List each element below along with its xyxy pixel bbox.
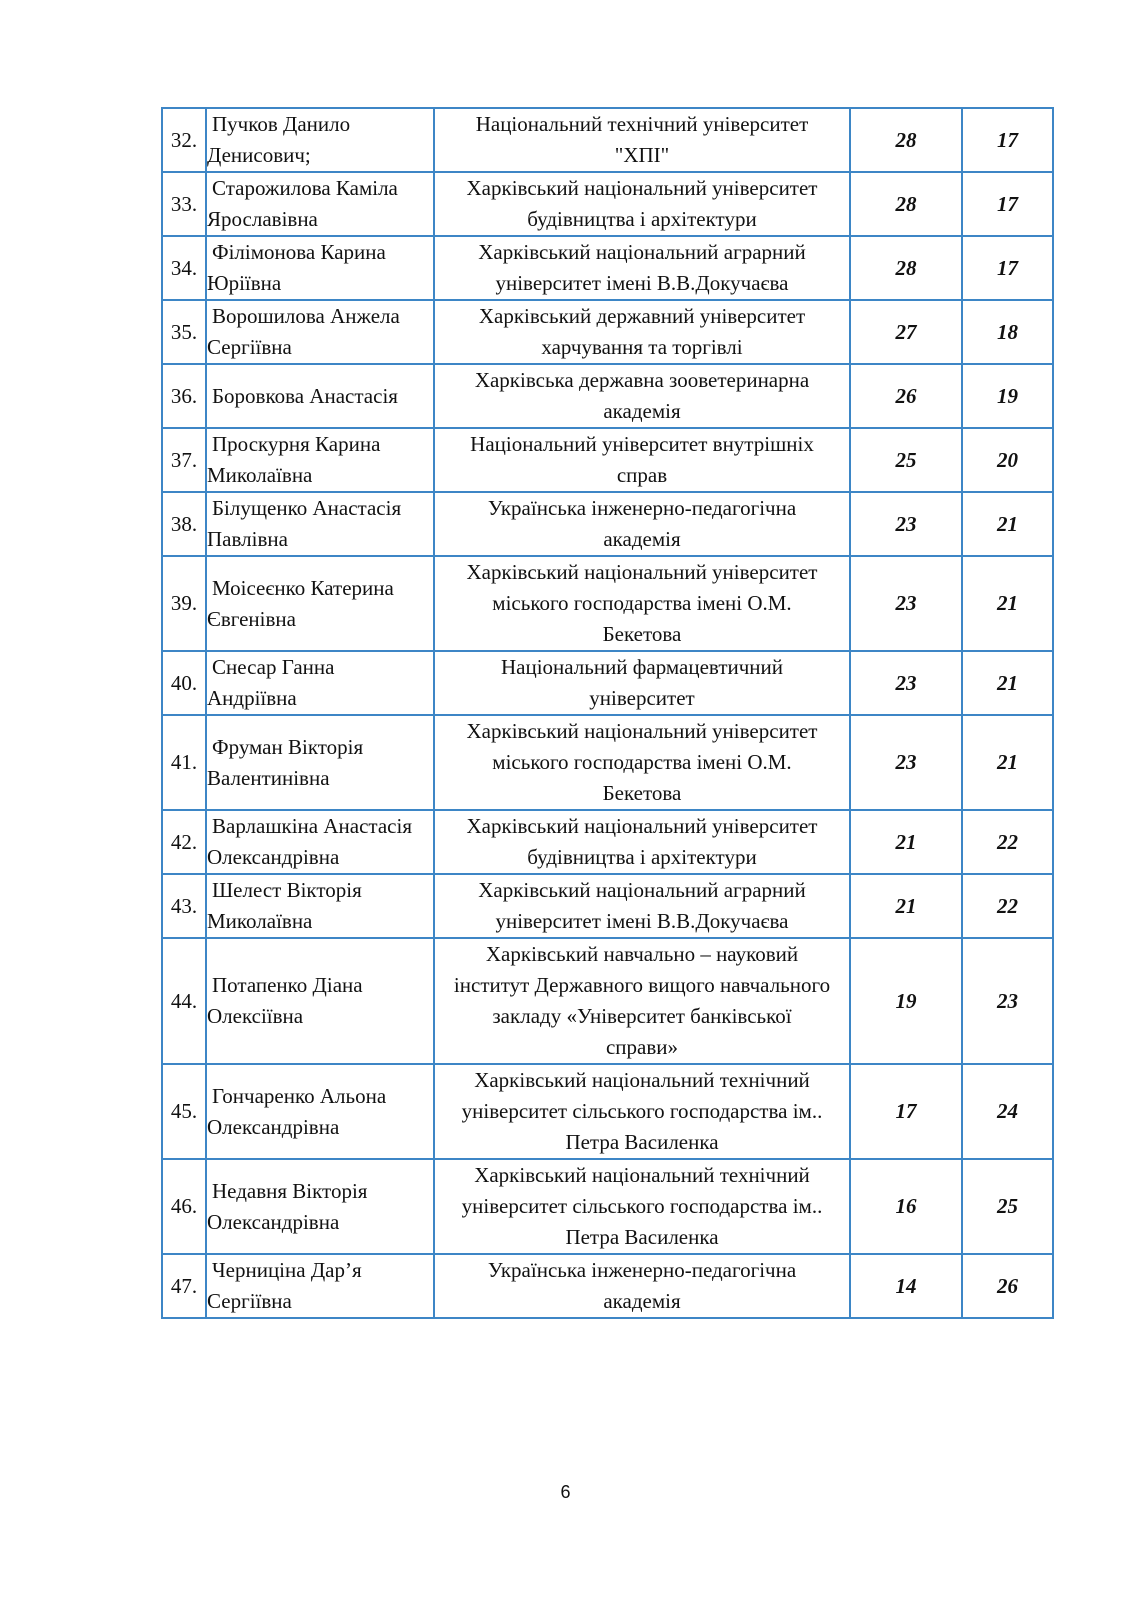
university-name-line: закладу «Університет банківської (492, 1004, 792, 1028)
participant-name-line: Ворошилова Анжела (212, 304, 400, 328)
score: 26 (850, 364, 962, 428)
participant-name-line: Шелест Вікторія (212, 878, 362, 902)
university-name-line: Харківський національний університет (466, 814, 818, 838)
university-name (434, 874, 850, 938)
participant-name-line: Олександрівна (207, 1114, 340, 1139)
table-row (162, 108, 1053, 172)
university-name (434, 1064, 850, 1159)
row-number: 34. (162, 236, 206, 300)
rank: 24 (962, 1064, 1053, 1159)
participant-name-line: Гончаренко Альона (212, 1083, 387, 1108)
participant-name (206, 236, 434, 300)
university-name-line: Харківський національний університет (466, 176, 818, 200)
university-name-line: Харківський національний аграрний (478, 240, 806, 264)
row-number: 43. (162, 874, 206, 938)
university-name-line: Харківський державний університет (478, 304, 806, 328)
rank: 22 (962, 874, 1053, 938)
row-number: 39. (162, 556, 206, 651)
results-table (161, 107, 1054, 1319)
row-number: 38. (162, 492, 206, 556)
table-row (162, 874, 1053, 938)
rank: 25 (962, 1159, 1053, 1254)
participant-name-line: Пучков Данило (212, 112, 351, 136)
table-row (162, 556, 1053, 651)
score: 23 (850, 492, 962, 556)
university-name (434, 300, 850, 364)
table-row (162, 1254, 1053, 1318)
participant-name-line: Білущенко Анастасія (212, 496, 402, 520)
table-row (162, 492, 1053, 556)
row-number: 33. (162, 172, 206, 236)
university-name-line: Національний фармацевтичний (500, 655, 784, 679)
score: 23 (850, 715, 962, 810)
participant-name-line: Денисович; (207, 143, 311, 167)
university-name (434, 236, 850, 300)
table-row (162, 1159, 1053, 1254)
participant-name-line: Черниціна Дар’я (212, 1258, 362, 1282)
rank: 20 (962, 428, 1053, 492)
participant-name-line: Ярославівна (207, 207, 318, 231)
university-name (434, 172, 850, 236)
table-row (162, 938, 1053, 1064)
row-number: 45. (162, 1064, 206, 1159)
participant-name (206, 715, 434, 810)
university-name (434, 492, 850, 556)
participant-name-line: Проскурня Карина (212, 432, 381, 456)
participant-name (206, 556, 434, 651)
university-name-line: справ (616, 463, 668, 487)
score: 28 (850, 172, 962, 236)
participant-name (206, 300, 434, 364)
university-name-line: міського господарства імені О.М. (492, 750, 792, 774)
participant-name-line: Сергіївна (207, 1289, 292, 1313)
university-name (434, 810, 850, 874)
rank: 17 (962, 236, 1053, 300)
participant-name (206, 364, 434, 428)
university-name-line: університет імені В.В.Докучаєва (495, 271, 789, 295)
score: 21 (850, 874, 962, 938)
table-row (162, 1064, 1053, 1159)
score: 17 (850, 1064, 962, 1159)
score: 27 (850, 300, 962, 364)
university-name-line: "ХПІ" (614, 143, 670, 167)
participant-name-line: Сергіївна (207, 335, 292, 359)
university-name-line: університет (589, 686, 695, 710)
score: 23 (850, 556, 962, 651)
university-name (434, 938, 850, 1064)
rank: 18 (962, 300, 1053, 364)
row-number: 42. (162, 810, 206, 874)
university-name-line: академія (603, 1289, 681, 1313)
university-name-line: Харківський національний технічний (474, 1163, 810, 1187)
university-name (434, 364, 850, 428)
row-number: 47. (162, 1254, 206, 1318)
participant-name-line: Боровкова Анастасія (212, 383, 398, 408)
university-name-line: Харківський національний університет (466, 560, 818, 584)
participant-name-line: Євгенівна (207, 606, 296, 631)
participant-name-line: Олександрівна (207, 1209, 340, 1234)
score: 28 (850, 108, 962, 172)
participant-name-line: Моісеєнко Катерина (212, 575, 394, 600)
score: 19 (850, 938, 962, 1064)
university-name (434, 556, 850, 651)
participant-name-line: Павлівна (207, 527, 288, 551)
participant-name (206, 108, 434, 172)
university-name-line: Харківський навчально – науковий (485, 942, 799, 966)
university-name-line: університет імені В.В.Докучаєва (495, 909, 789, 933)
university-name-line: університет сільського господарства ім.. (461, 1099, 823, 1123)
table-row (162, 651, 1053, 715)
participant-name (206, 810, 434, 874)
participant-name (206, 874, 434, 938)
rank: 21 (962, 715, 1053, 810)
page-number: 6 (560, 1482, 571, 1502)
university-name (434, 651, 850, 715)
table-row (162, 810, 1053, 874)
participant-name (206, 1159, 434, 1254)
university-name (434, 1159, 850, 1254)
score: 16 (850, 1159, 962, 1254)
rank: 19 (962, 364, 1053, 428)
participant-name (206, 428, 434, 492)
participant-name-line: Юріївна (207, 271, 282, 295)
rank: 23 (962, 938, 1053, 1064)
score: 21 (850, 810, 962, 874)
participant-name-line: Миколаївна (207, 909, 313, 933)
university-name-line: харчування та торгівлі (541, 335, 743, 359)
university-name-line: академія (603, 527, 681, 551)
university-name-line: будівництва і архітектури (527, 845, 757, 869)
university-name-line: Харківський національний університет (466, 719, 818, 743)
participant-name (206, 938, 434, 1064)
participant-name-line: Валентинівна (207, 765, 330, 790)
rank: 17 (962, 172, 1053, 236)
row-number: 40. (162, 651, 206, 715)
university-name-line: Українська інженерно-педагогічна (487, 496, 797, 520)
rank: 26 (962, 1254, 1053, 1318)
university-name-line: Бекетова (602, 622, 682, 646)
participant-name-line: Потапенко Діана (212, 973, 363, 997)
rank: 17 (962, 108, 1053, 172)
table-body (162, 108, 1053, 1318)
university-name-line: Національний технічний університет (475, 112, 809, 136)
participant-name-line: Снесар Ганна (212, 655, 335, 679)
university-name-line: Бекетова (602, 781, 682, 805)
participant-name-line: Варлашкіна Анастасія (212, 814, 412, 838)
row-number: 35. (162, 300, 206, 364)
university-name-line: Українська інженерно-педагогічна (487, 1258, 797, 1282)
university-name-line: Харківський національний аграрний (478, 878, 806, 902)
table-row (162, 428, 1053, 492)
participant-name-line: Старожилова Каміла (212, 176, 398, 200)
table-row (162, 364, 1053, 428)
university-name-line: Національний університет внутрішніх (470, 432, 814, 456)
rank: 21 (962, 492, 1053, 556)
university-name-line: Петра Василенка (565, 1130, 719, 1154)
row-number: 32. (162, 108, 206, 172)
university-name-line: справи» (605, 1035, 679, 1059)
row-number: 36. (162, 364, 206, 428)
university-name-line: Харківський національний технічний (474, 1068, 810, 1092)
university-name (434, 428, 850, 492)
university-name (434, 1254, 850, 1318)
score: 28 (850, 236, 962, 300)
table-row (162, 715, 1053, 810)
row-number: 41. (162, 715, 206, 810)
row-number: 44. (162, 938, 206, 1064)
university-name-line: інститут Державного вищого навчального (453, 973, 831, 997)
participant-name-line: Фруман Вікторія (212, 734, 364, 759)
score: 23 (850, 651, 962, 715)
participant-name (206, 651, 434, 715)
row-number: 46. (162, 1159, 206, 1254)
participant-name-line: Андріївна (207, 686, 297, 710)
table-row (162, 300, 1053, 364)
university-name-line: Харківська державна зооветеринарна (474, 368, 810, 392)
rank: 22 (962, 810, 1053, 874)
participant-name-line: Олексіївна (207, 1004, 304, 1028)
participant-name-line: Олександрівна (207, 845, 340, 869)
score: 14 (850, 1254, 962, 1318)
participant-name (206, 1064, 434, 1159)
participant-name (206, 492, 434, 556)
participant-name-line: Миколаївна (207, 463, 313, 487)
participant-name (206, 172, 434, 236)
table-row (162, 172, 1053, 236)
participant-name-line: Недавня Вікторія (212, 1178, 368, 1203)
university-name-line: університет сільського господарства ім.. (461, 1194, 823, 1218)
university-name (434, 715, 850, 810)
university-name-line: будівництва і архітектури (527, 207, 757, 231)
university-name-line: академія (603, 399, 681, 423)
row-number: 37. (162, 428, 206, 492)
table-row (162, 236, 1053, 300)
university-name-line: Петра Василенка (565, 1225, 719, 1249)
university-name (434, 108, 850, 172)
rank: 21 (962, 556, 1053, 651)
participant-name (206, 1254, 434, 1318)
score: 25 (850, 428, 962, 492)
participant-name-line: Філімонова Карина (212, 240, 386, 264)
rank: 21 (962, 651, 1053, 715)
university-name-line: міського господарства імені О.М. (492, 591, 792, 615)
